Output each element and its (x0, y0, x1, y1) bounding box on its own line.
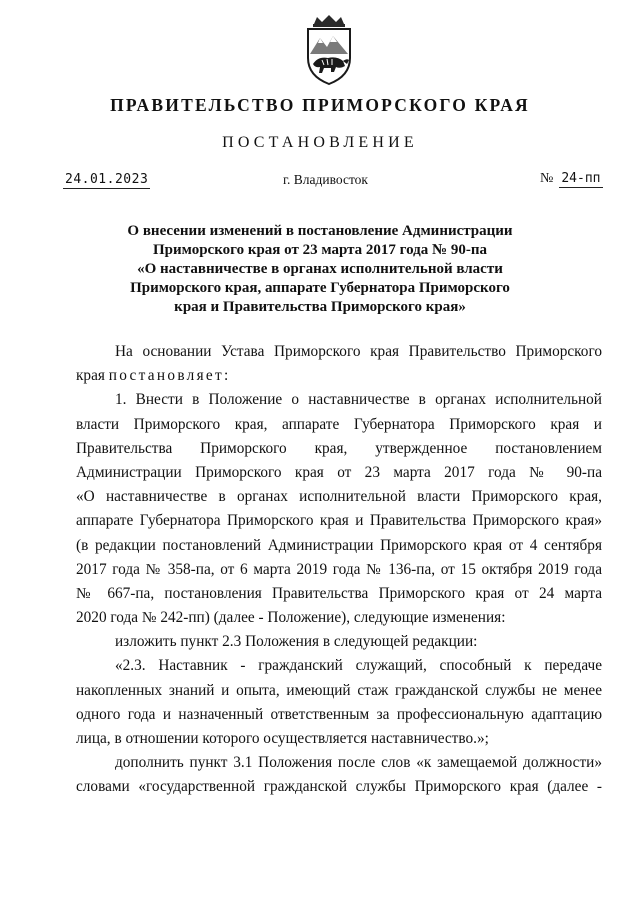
body-line: власти Приморского края, аппарате Губернатора Приморского края и (76, 415, 602, 433)
document-date: 24.01.2023 (65, 172, 149, 187)
body-line: 1. Внести в Положение о наставничестве в органах исполнительной (115, 391, 602, 409)
body-line: 2017 года № 358-па, от 6 марта 2019 года № 136-па, от 15 октября 2019 года (76, 560, 602, 578)
title-line: Приморского края, аппарате Губернатора Приморского (130, 280, 510, 296)
body-line: Правительства Приморского края, утвержденное постановлением (76, 439, 602, 457)
body-line: № 667-па, постановления Правительства Приморского края от 24 марта (76, 584, 602, 602)
body-line: изложить пункт 2.3 Положения в следующей редакции: (115, 633, 478, 651)
body-line: На основании Устава Приморского края Правительство Приморского (115, 343, 602, 360)
body-line: «О наставничестве в органах исполнительной власти Приморского края, (76, 488, 602, 506)
document-body (76, 340, 602, 800)
body-text: края (76, 367, 109, 385)
body-line: накопленных знаний и опыта, имеющий стаж гражданской службы не менее (76, 681, 602, 699)
number-value: 24-пп (561, 171, 601, 186)
body-line: словами «государственной гражданской службы Приморского края (далее - (76, 778, 602, 796)
body-line: Администрации Приморского края от 23 марта 2017 года № 90-па (76, 463, 602, 481)
document-title (80, 222, 560, 317)
number-prefix: № (540, 171, 554, 186)
body-line: «2.3. Наставник - гражданский служащий, способный к передаче (115, 657, 602, 675)
coat-of-arms-icon (300, 14, 358, 86)
title-line: «О наставничестве в органах исполнительной власти (137, 261, 503, 277)
body-line: аппарате Губернатора Приморского края и Правительства Приморского края» (76, 512, 602, 530)
title-line: Приморского края от 23 марта 2017 года № 90-па (153, 242, 487, 258)
title-line: О внесении изменений в постановление Администрации (127, 223, 513, 239)
body-line: дополнить пункт 3.1 Положения после слов «к замещаемой должности» (115, 754, 602, 772)
body-line: 2020 года № 242-пп) (далее - Положение), следующие изменения: (76, 609, 506, 627)
document-type: ПОСТАНОВЛЕНИЕ (222, 134, 418, 151)
body-line: одного года и назначенный ответственным за профессиональную адаптацию (76, 705, 602, 723)
body-line (76, 364, 602, 388)
organization-name: ПРАВИТЕЛЬСТВО ПРИМОРСКОГО КРАЯ (110, 95, 530, 115)
document-number (540, 171, 603, 187)
document-city: г. Владивосток (283, 172, 368, 187)
body-line: (в редакции постановлений Администрации Приморского края от 4 сентября (76, 536, 602, 554)
title-line: края и Правительства Приморского края» (174, 299, 466, 315)
body-line: лица, в отношении которого осуществляется наставничество.»; (76, 730, 489, 747)
resolution-word: постановляет: (108, 367, 231, 385)
